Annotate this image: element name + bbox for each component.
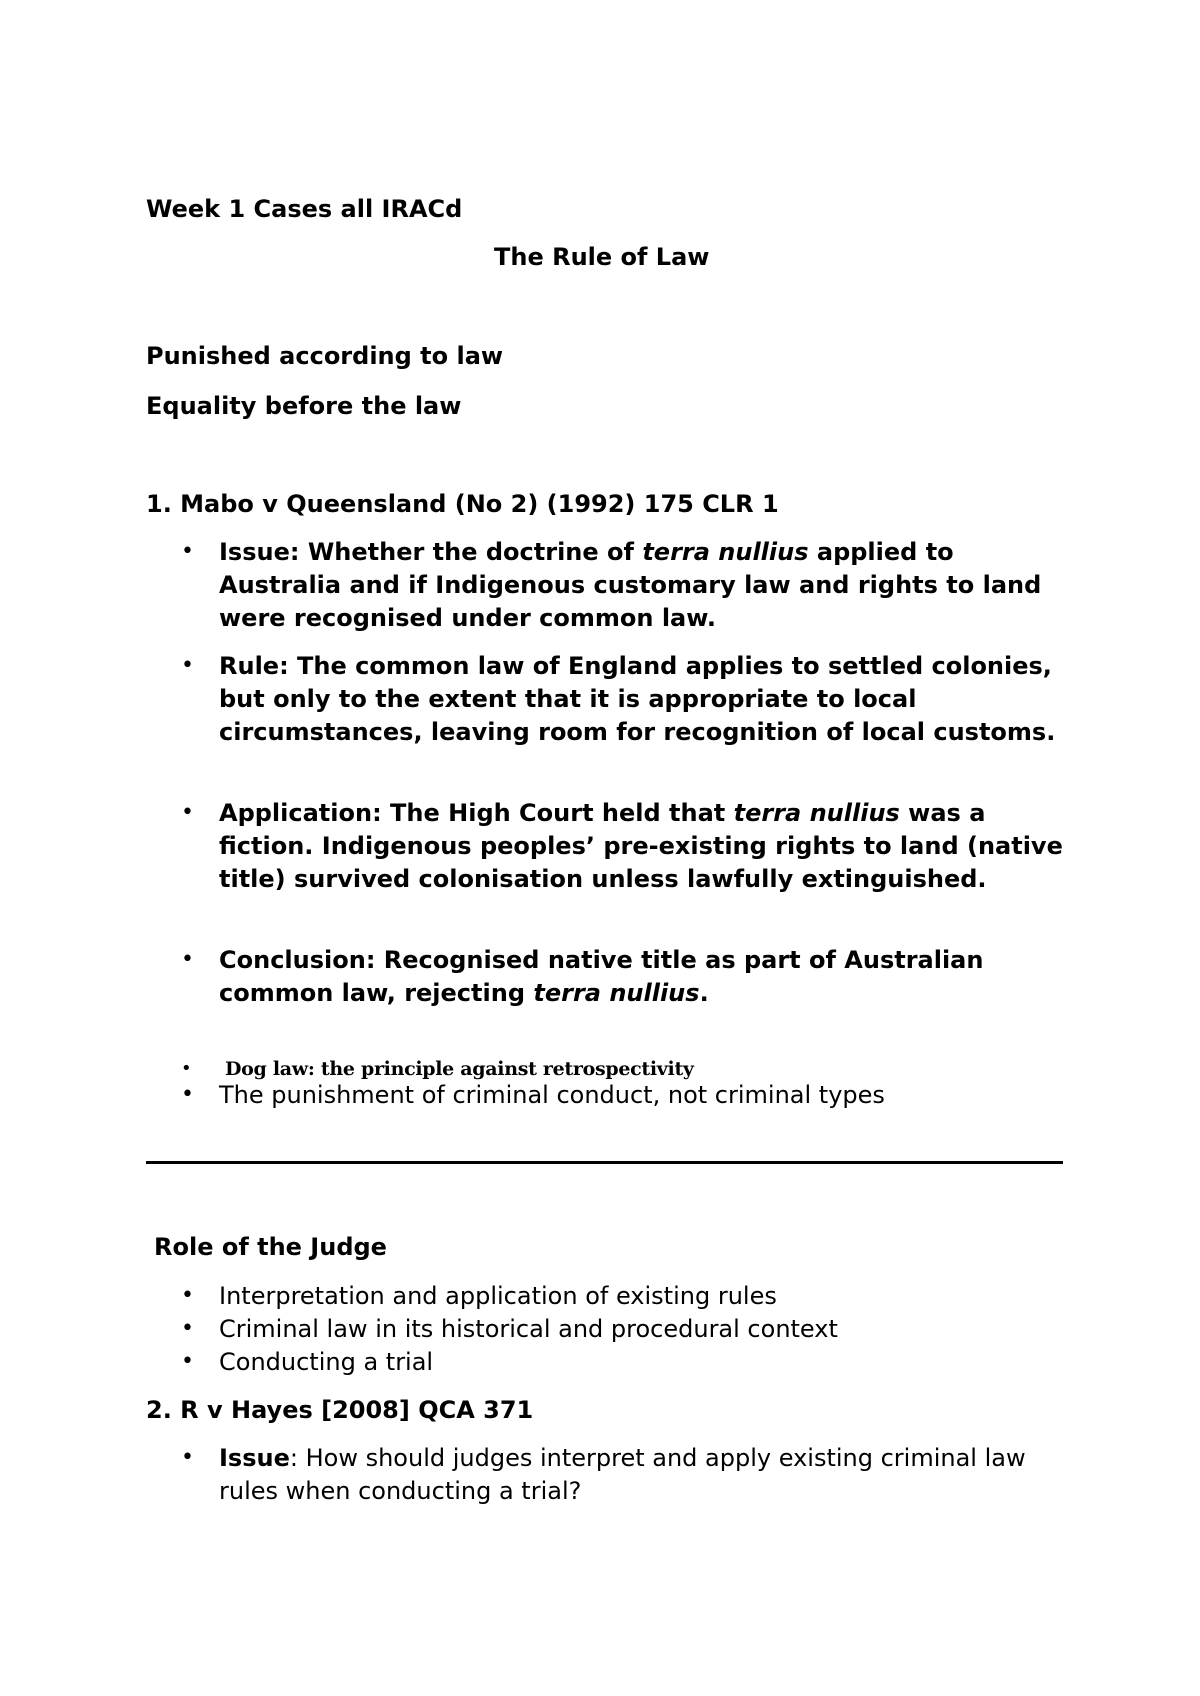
principle-item: Equality before the law bbox=[146, 392, 462, 420]
case-issue: Issue: Whether the doctrine of terra nullius applied to Australia and if Indigenous customary law and rights to land were recognised under common law. bbox=[219, 538, 1042, 632]
case-heading: 1. Mabo v Queensland (No 2) (1992) 175 CLR 1 bbox=[146, 490, 779, 518]
horizontal-divider bbox=[146, 1161, 1063, 1164]
bullet-icon: • bbox=[181, 539, 194, 564]
section-title: The Rule of Law bbox=[494, 243, 710, 271]
judge-role-item: Interpretation and application of existing rules bbox=[219, 1282, 777, 1310]
section-heading: Role of the Judge bbox=[154, 1233, 387, 1261]
case-rule: Rule: The common law of England applies to settled colonies, but only to the extent that it is appropriate to local circumstances, leaving room for recognition of local customs. bbox=[219, 652, 1056, 746]
bullet-icon: • bbox=[181, 1283, 194, 1308]
bullet-icon: • bbox=[181, 800, 194, 825]
judge-role-item: Criminal law in its historical and procedural context bbox=[219, 1315, 838, 1343]
bullet-icon: • bbox=[181, 1445, 194, 1470]
judge-role-item: Conducting a trial bbox=[219, 1348, 434, 1376]
case2-issue: Issue: How should judges interpret and apply existing criminal law rules when conducting a trial? bbox=[219, 1444, 1026, 1505]
bullet-icon: • bbox=[181, 653, 194, 678]
dog-law-note: Dog law: the principle against retrospectivity bbox=[225, 1058, 694, 1080]
bullet-icon: • bbox=[181, 1349, 194, 1374]
bullet-icon: • bbox=[181, 947, 194, 972]
principle-item: Punished according to law bbox=[146, 342, 504, 370]
document-title: Week 1 Cases all IRACd bbox=[146, 195, 463, 223]
case-application: Application: The High Court held that terra nullius was a fiction. Indigenous peoples’ pre-existing rights to land (native title) survived colonisation unless lawfully extinguished. bbox=[219, 799, 1063, 893]
bullet-icon: • bbox=[181, 1082, 194, 1107]
bullet-icon: • bbox=[181, 1316, 194, 1341]
bullet-icon: • bbox=[181, 1058, 192, 1079]
case-heading: 2. R v Hayes [2008] QCA 371 bbox=[146, 1396, 534, 1424]
case-conclusion: Conclusion: Recognised native title as part of Australian common law, rejecting terra nullius. bbox=[219, 946, 984, 1007]
conduct-note: The punishment of criminal conduct, not criminal types bbox=[219, 1081, 885, 1109]
